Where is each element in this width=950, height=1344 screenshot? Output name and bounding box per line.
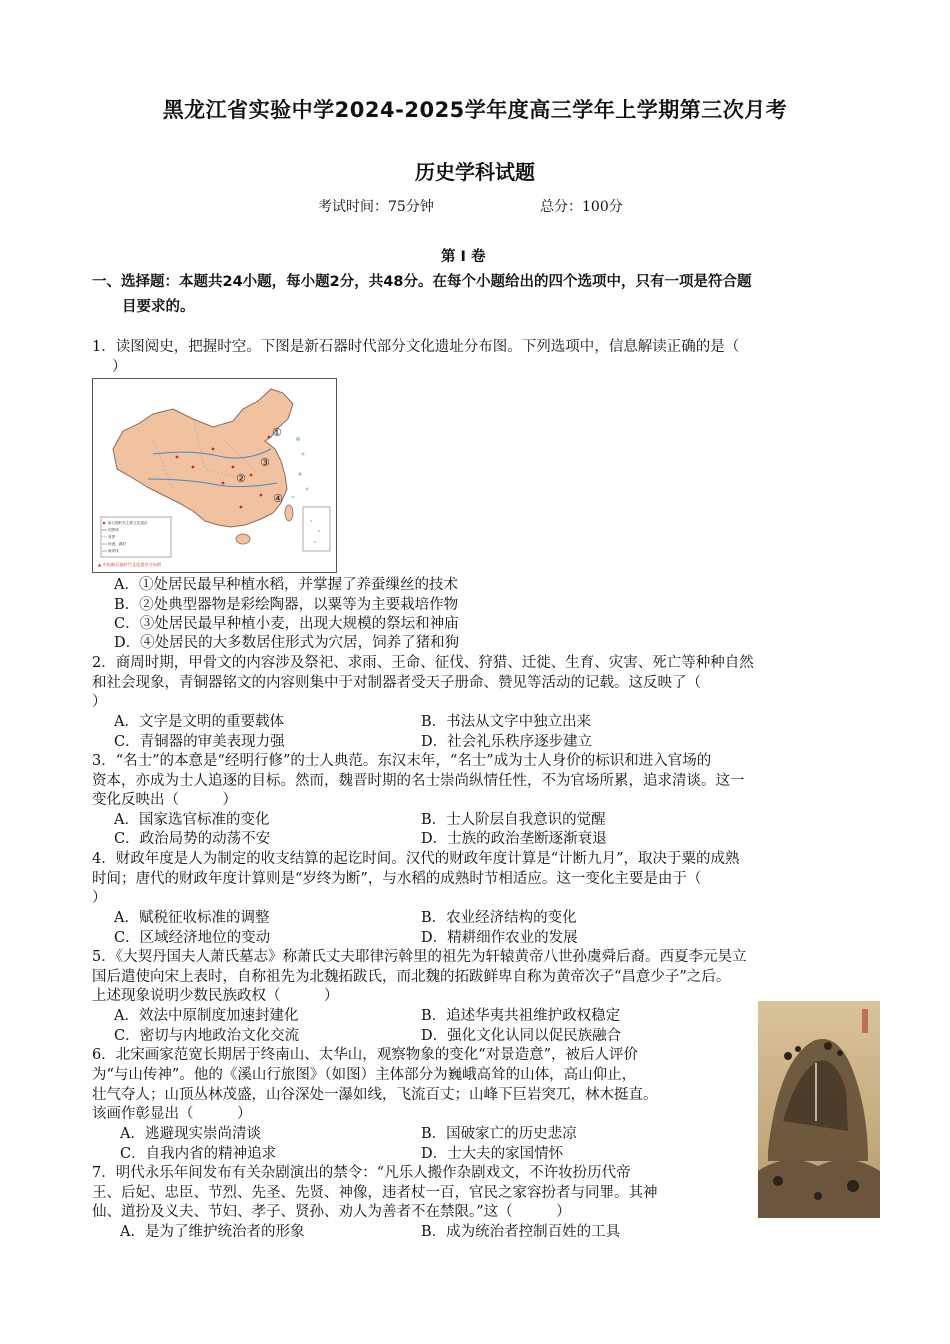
map-marker-4: ④ <box>273 492 283 505</box>
q5-stem-line-2: 国后遣使向宋上表时，自称祖先为北魏拓跋氏，而北魏的拓跋鲜卑自称为黄帝次子“昌意少子”之后。 <box>92 969 731 985</box>
q3-stem-line-2: 资本，亦成为士人追逐的目标。然而，魏晋时期的名士崇尚纵情任性，不为官场所累，追求清谈。这一 <box>92 773 745 789</box>
legend-item-2: 国界线 <box>108 528 119 532</box>
q1-option-b: B．②处典型器物是彩绘陶器，以粟等为主要栽培作物 <box>114 597 459 613</box>
china-map-image <box>93 379 336 572</box>
q3-option-b: B．士人阶层自我意识的觉醒 <box>421 812 606 828</box>
q2-stem-line-2: 和社会现象，青铜器铭文的内容则集中于对制器者受天子册命、赞见等活动的记载。这反映了（ <box>92 675 701 691</box>
q3-option-d: D．士族的政治垄断逐渐衰退 <box>421 831 607 847</box>
instructions-line-2: 目要求的。 <box>122 299 195 315</box>
q1-option-a: A．①处居民最早种植水稻，并掌握了养蚕缫丝的技术 <box>114 577 458 593</box>
q5-option-d: D．强化文化认同以促民族融合 <box>421 1028 622 1044</box>
legend-item-1: 新石器时代主要文化遗存 <box>108 521 148 525</box>
q6-option-b: B．国破家亡的历史悲凉 <box>421 1126 577 1142</box>
q5-stem-line-1: 5．《大契丹国夫人萧氏墓志》称萧氏丈夫耶律污斡里的祖先为轩辕黄帝八世孙虞舜后裔。西夏李元昊立 <box>92 949 747 965</box>
q5-option-b: B．追述华夷共祖维护政权稳定 <box>421 1008 621 1024</box>
q4-stem-line-1: 4．财政年度是人为制定的收支结算的起讫时间。汉代的财政年度计算是“计断九月”，取决于粟的成熟 <box>92 851 740 867</box>
q2-option-d: D．社会礼乐秩序逐步建立 <box>421 734 593 750</box>
legend-item-3: 省界 <box>108 535 116 539</box>
q3-stem-line-3: 变化反映出（ ） <box>92 792 237 808</box>
q6-stem-line-3: 壮气夺人；山顶丛林茂盛，山谷深处一瀑如线，飞流百丈；山峰下巨岩突兀，林木挺直。 <box>92 1087 658 1103</box>
exam-time: 考试时间：75分钟 <box>318 199 434 215</box>
total-score: 总分：100分 <box>540 199 623 215</box>
q4-stem-line-2: 时间；唐代的财政年度计算则是“岁终为断”，与水稻的成熟时节相适应。这一变化主要是由于（ <box>92 871 702 887</box>
q2-option-c: C．青铜器的审美表现力强 <box>114 734 285 750</box>
q2-stem-line-1: 2．商周时期，甲骨文的内容涉及祭祀、求雨、王命、征伐、狩猎、迁徙、生育、灾害、死亡等种种自然 <box>92 655 754 671</box>
map-marker-1: ① <box>272 426 282 439</box>
page-title: 黑龙江省实验中学2024-2025学年度高三学年上学期第三次月考 <box>162 98 788 122</box>
q4-option-c: C．区域经济地位的变动 <box>114 930 271 946</box>
q6-stem-line-2: 为“与山传神”。他的《溪山行旅图》（如图）主体部分为巍峨高耸的山体，高山仰止， <box>92 1067 637 1083</box>
legend-item-5: 海岸线 <box>108 549 119 553</box>
q7-stem-line-3: 仙、道扮及义夫、节妇、孝子、贤孙、劝人为善者不在禁限。”这（ ） <box>92 1204 571 1220</box>
q1-stem-line-1: 1．读图阅史，把握时空。下图是新石器时代部分文化遗址分布图。下列选项中，信息解读正确的是（ <box>92 339 740 355</box>
q2-option-a: A．文字是文明的重要载体 <box>114 714 284 730</box>
map-marker-3: ③ <box>260 456 270 469</box>
xishan-painting-image <box>758 1001 880 1218</box>
q5-option-c: C．密切与内地政治文化交流 <box>114 1028 300 1044</box>
neolithic-map-figure <box>92 378 337 573</box>
q1-option-c: C．③处居民最早种植小麦，出现大规模的祭坛和神庙 <box>114 616 459 632</box>
q4-option-b: B．农业经济结构的变化 <box>421 910 577 926</box>
q5-option-a: A．效法中原制度加速封建化 <box>114 1008 299 1024</box>
q3-stem-line-1: 3．“名士”的本意是“经明行修”的士人典范。东汉末年，“名士”成为士人身价的标识和进入官场的 <box>92 753 712 769</box>
q4-option-a: A．赋税征收标准的调整 <box>114 910 270 926</box>
q1-stem-line-2: ） <box>112 359 127 375</box>
q6-stem-line-4: 该画作彰显出（ ） <box>92 1106 252 1122</box>
landscape-painting-figure <box>758 1001 880 1218</box>
instructions-line-1: 一、选择题：本题共24小题，每小题2分，共48分。在每个小题给出的四个选项中，只有一项是符合题 <box>92 274 752 290</box>
q3-option-a: A．国家选官标准的变化 <box>114 812 270 828</box>
q6-option-d: D．士大夫的家国情怀 <box>421 1146 564 1162</box>
q6-option-a: A．逃避现实崇尚清谈 <box>120 1126 261 1142</box>
q7-stem-line-2: 王、后妃、忠臣、节烈、先圣、先贤、神像，违者杖一百，官民之家容扮者与同罪。其神 <box>92 1185 658 1201</box>
q1-option-d: D．④处居民的大多数居住形式为穴居，饲养了猪和狗 <box>114 635 460 651</box>
q7-option-b: B．成为统治者控制百姓的工具 <box>421 1224 621 1240</box>
q3-option-c: C．政治局势的动荡不安 <box>114 831 271 847</box>
q6-stem-line-1: 6．北宋画家范宽长期居于终南山、太华山，观察物象的变化“对景造意”，被后人评价 <box>92 1047 639 1063</box>
q4-stem-line-3: ） <box>92 890 107 906</box>
q4-option-d: D．精耕细作农业的发展 <box>421 930 578 946</box>
map-caption: ▲ 中国新石器时代文化遗存分布图 <box>98 562 162 567</box>
q7-stem-line-1: 7．明代永乐年间发布有关杂剧演出的禁令：“凡乐人搬作杂剧戏文，不许妆扮历代帝 <box>92 1165 631 1181</box>
legend-item-4: 河流、湖泊 <box>108 542 126 546</box>
map-marker-2: ② <box>236 472 246 485</box>
volume-heading: 第 Ⅰ 卷 <box>441 249 486 265</box>
q5-stem-line-3: 上述现象说明少数民族政权（ ） <box>92 988 339 1004</box>
q6-option-c: C．自我内省的精神追求 <box>120 1146 277 1162</box>
q2-option-b: B．书法从文字中独立出来 <box>421 714 592 730</box>
q2-stem-line-3: ） <box>92 694 107 710</box>
page-subtitle: 历史学科试题 <box>415 160 535 184</box>
q7-option-a: A．是为了维护统治者的形象 <box>120 1224 305 1240</box>
